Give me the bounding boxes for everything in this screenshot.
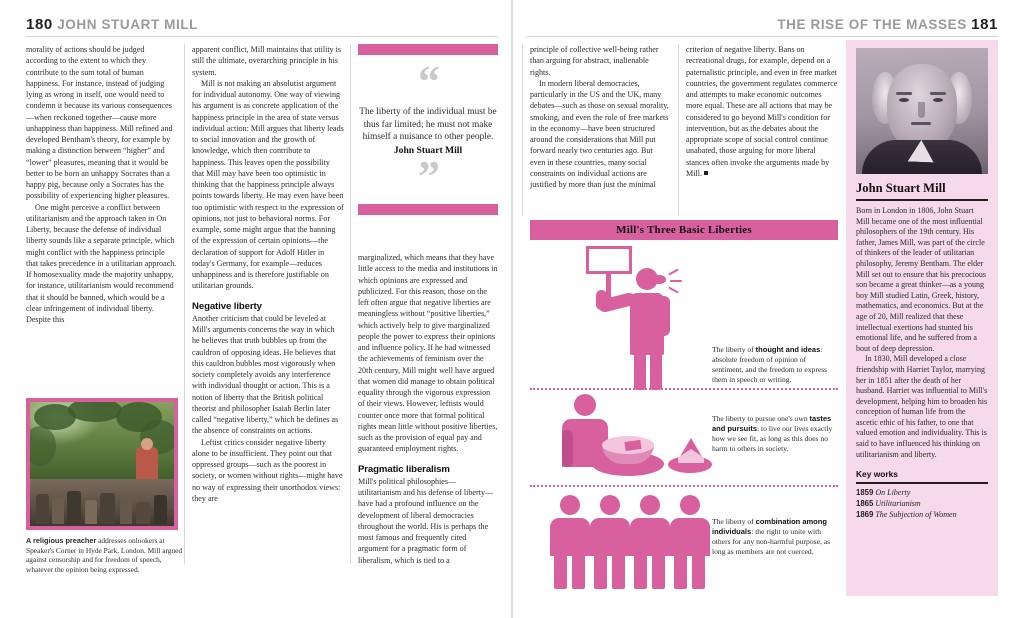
paragraph: apparent conflict, Mill maintains that utility is still the ultimate, overarching principle in his system. <box>192 45 342 77</box>
head-shape <box>680 495 700 515</box>
caption-bold: tastes and pursuits <box>712 414 832 433</box>
crowd-figure <box>85 500 97 524</box>
open-mouth-shape <box>654 275 666 284</box>
speech-spark <box>668 269 679 276</box>
portrait-john-stuart-mill <box>856 48 988 174</box>
column-divider-3 <box>522 44 523 216</box>
paragraph: morality of actions should be judged according to the extent to which they contribute to the sum total of human happiness. For instance, instead of judging lying as wrong in itself, one would need to condemn it because its various consequences—when reckoned together—cause more unhappiness than happiness. Mill refined and developed Bentham's theory, for example by making a distinction between “higher” and “lower” pleasures, meaning that it would be better to be born an unhappy Socrates than a happy pig, because only a Socrates has the possibility of experiencing higher pleasures. <box>26 45 173 201</box>
paragraph: Mill is not making an absolutist argument for individual autonomy. One way of viewing his argument is as concrete application of the happiness principle in the area of state versus individual action: Mill argues that liberty leads to social innovation and the growth of knowledge, which then contribute to happiness. This leaves open the possibility that Mill may have been too optimistic in thinking that the happiness principle always points towards liberty. He may even have been too optimistic with respect to the expression of opinions, not just to behavioral norms. For example, some might argue that the banning of the expression of certain opinions—the declaration of support for Adolf Hitler in today's Germany, for example—reduces unhappiness and is therefore justifiable on utilitarian grounds. <box>192 78 344 291</box>
biography-panel <box>846 40 998 596</box>
leg-shape <box>634 350 646 390</box>
key-works-list <box>856 488 988 520</box>
crowd-figure <box>67 491 81 524</box>
head-shape <box>600 495 620 515</box>
pull-quote <box>358 44 498 215</box>
head-shape <box>640 495 660 515</box>
caption-rest: : absolute freedom of opinion of sentiment, and the freedom to express them in speech or writing. <box>712 345 828 384</box>
mouth-shape <box>911 122 931 125</box>
caption-rest: addresses onlookers at Speaker's Corner in Hyde Park, London. Mill argued against censorship and for freedom of speech, whatever the opinion being expressed. <box>26 536 183 574</box>
group-of-people-icon <box>548 495 718 591</box>
lowered-arm <box>658 296 670 336</box>
infographic-caption-3 <box>712 517 838 557</box>
chapter-title-right: THE RISE OF THE MASSES <box>777 17 967 32</box>
key-work-year: 1869 <box>856 509 874 519</box>
leg-shape <box>652 555 665 589</box>
infographic-row-3 <box>530 487 838 595</box>
body-column-5 <box>686 44 838 179</box>
leg-shape <box>594 555 607 589</box>
header-rule-right <box>526 36 998 37</box>
key-work-title: On Liberty <box>875 488 911 498</box>
eyebrow-right <box>930 92 946 95</box>
torso-shape <box>630 518 670 556</box>
torso-shape <box>550 518 590 556</box>
body-column-4 <box>530 44 670 190</box>
column-divider-4 <box>678 44 679 216</box>
bio-title: John Stuart Mill <box>856 181 946 195</box>
end-of-article-mark <box>704 171 708 175</box>
body-column-3 <box>358 252 498 566</box>
pull-quote-text <box>358 106 498 157</box>
caption-lead: The liberty of <box>712 517 756 526</box>
eye-right <box>933 98 943 102</box>
paragraph: In 1830, Mill developed a close friendship with Harriet Taylor, marrying her in 1851 after the death of her husband. Harriet was influential to Mill's development, helping him to broaden his conception of human life from the ascetic ethic of his father, to one that valued emotion and individuality. This is said to have influenced his thinking on utilitarianism and liberty. <box>856 354 988 459</box>
protester-with-placard-icon <box>558 246 708 390</box>
book-spine <box>511 0 513 618</box>
caption-lead: The liberty of <box>712 345 756 354</box>
leg-shape <box>692 555 705 589</box>
header-rule-left <box>26 36 498 37</box>
hand-shape <box>596 290 607 310</box>
subheading-negative-liberty: Negative liberty <box>192 300 262 312</box>
leg-shape <box>650 350 662 390</box>
leg-shape <box>674 555 687 589</box>
body-column-1 <box>26 44 178 325</box>
key-work-title: The Subjection of Women <box>875 509 957 519</box>
pull-quote-bottom-bar <box>358 204 498 215</box>
crowd-figure <box>154 495 167 524</box>
key-work-title: Utilitarianism <box>875 499 921 509</box>
leg-shape <box>634 555 647 589</box>
crowd-figure <box>100 493 115 524</box>
pull-quote-attribution: John Stuart Mill <box>393 144 463 156</box>
infographic-row-1 <box>530 240 838 390</box>
crowd-figure <box>36 494 49 524</box>
infographic-row-2 <box>530 390 838 487</box>
running-head-left <box>26 16 198 33</box>
pull-quote-body: The liberty of the individual must be thus far limited; he must not make himself a nuisance to other people. <box>359 107 497 143</box>
column-divider-2 <box>350 44 351 564</box>
caption-lead: The liberty to pursue one's own <box>712 414 810 423</box>
photo-caption <box>26 536 184 574</box>
foliage <box>68 398 122 422</box>
key-works-heading: Key works <box>856 469 898 480</box>
key-work-item <box>856 499 988 510</box>
key-work-year: 1859 <box>856 488 874 498</box>
paragraph: marginalized, which means that they have little access to the media and institutions in which opinions are expressed and publicized. For this reason, those on the left often argue that negative liberties are meaningless without “positive liberties,” which actively help to give marginalized people the power to express their opinions and influence policy. If he had witnessed the achievements of feminism over the 20th century, Mill might well have argued that women did manage to obtain political equality through the vigorous expression of their views. However, leftists would counter once more that formal political rights mean little without positive liberties, such as the provision of equal pay and guaranteed employment rights. <box>358 253 498 454</box>
head-shape <box>574 394 596 416</box>
bio-title-rule <box>856 199 988 201</box>
body-column-2 <box>192 44 344 504</box>
key-work-item <box>856 510 988 521</box>
paragraph: One might perceive a conflict between utilitarianism and the approach taken in On Liberty, because the defense of individual liberty sounds like a separate principle, which might conflict with the happiness principle that takes precedence in a utilitarian approach. If homosexuality made the majority unhappy, for instance, utilitarianism would recommend that it should be banned, which would be a clear infringement of individual liberty. Despite this <box>26 202 177 324</box>
pull-quote-top-bar <box>358 44 498 55</box>
page-number-left: 180 <box>26 16 53 33</box>
eyebrow-left <box>896 92 912 95</box>
key-work-year: 1865 <box>856 499 874 509</box>
caption-bold: combination among individuals <box>712 517 827 536</box>
paragraph <box>686 44 838 179</box>
head-shape <box>560 495 580 515</box>
eye-left <box>899 98 909 102</box>
cake-slice-body <box>678 449 704 463</box>
page-number-right: 181 <box>971 16 998 33</box>
infographic-caption-1 <box>712 345 838 385</box>
person-with-cake-icon <box>550 394 715 486</box>
crowd-figure <box>52 498 64 524</box>
leg-shape <box>572 555 585 589</box>
arm-shape <box>562 430 573 467</box>
photo-speakers-corner <box>26 398 178 530</box>
paragraph: Leftist critics consider negative liberty alone to be insufficient. They point out that oppressed groups—such as the poorest in society, or women without rights—might have no way of expressing their unorthodox views: they are <box>192 437 343 503</box>
key-work-item <box>856 488 988 499</box>
subheading-pragmatic-liberalism: Pragmatic liberalism <box>358 463 450 475</box>
caption-bold: thought and ideas <box>755 345 821 354</box>
paragraph-text: criterion of negative liberty. Bans on recreational drugs, for example, depend on a paternalistic principle, and even in free market countries, the government regulates commerce and attempts to make economic outcomes more equal. These are all actions that may be considered to go beyond Mill's condition for intervention, but as the debates about the appropriate scope of social control continue unabated, those arguing for more liberal stances often invoke the arguments made by Mill. <box>686 45 838 178</box>
running-head-right <box>777 16 998 33</box>
infographic-title: Mill's Three Basic Liberties <box>530 220 838 240</box>
speech-spark <box>670 280 682 282</box>
bio-text <box>856 206 988 460</box>
infographic-three-basic-liberties <box>530 220 838 595</box>
crowd-figure <box>136 502 150 524</box>
column-divider-1 <box>184 44 185 564</box>
crowd <box>30 479 174 526</box>
paragraph: Mill's political philosophies—utilitarianism and his defense of liberty—have had a profound influence on the development of liberal democracies throughout the world. His is perhaps the most famous and frequently cited argument for a pragmatic form of liberalism, which is tied to a <box>358 476 494 565</box>
paragraph: Another criticism that could be leveled at Mill's arguments concerns the way in which he believes that truth bubbles up from the cauldron of opposing ideas. He believes that this cauldron bubbles most vigorously when society completely avoids any interference with individual thought or action. This is a notion of liberty that the British political theorist and philosopher Isaiah Berlin later called “negative liberty,” which he defines as the absence of constraints on actions. <box>192 313 339 436</box>
key-works-rule <box>856 482 988 484</box>
infographic-caption-2 <box>712 414 838 454</box>
torso-shape <box>590 518 630 556</box>
nose-shape <box>918 102 925 118</box>
chapter-title-left: JOHN STUART MILL <box>57 17 199 32</box>
caption-rest: : to live our lives exactly how we see fit, as long as this does no harm to others in society. <box>712 424 833 453</box>
paragraph: principle of collective well-being rather than arguing for abstract, inalienable rights. <box>530 45 659 77</box>
speech-spark <box>668 287 679 294</box>
leg-shape <box>612 555 625 589</box>
caption-lead: A religious preacher <box>26 536 97 545</box>
paragraph: Born in London in 1806, John Stuart Mill became one of the most influential philosophers of the 19th century. His father, James Mill, was part of the circle of thinkers of the leader of utilitarian philosophy, Jeremy Bentham. The elder Mill set out to ensure that his precocious son became a great thinker—as a young boy Mill studied Latin, Greek, history, mathematics, and economics. But at the age of 20, Mill realized that these intellectual exertions had stunted his emotional life, and he suffered from a bout of deep depression. <box>856 206 986 353</box>
torso-shape <box>670 518 710 556</box>
caption-rest: : the right to unite with others for any non-harmful purpose, as long as members are not coerced. <box>712 527 831 556</box>
leg-shape <box>554 555 567 589</box>
quote-close-mark: ” <box>418 152 438 202</box>
paragraph: In modern liberal democracies, particularly in the US and the UK, many debates—such as those on sexual morality, smoking, and even the role of free markets in the economy—have been structured around the considerations that Mill put forward nearly two centuries ago. But even in these countries, many social constraints on individual actions are justified by more than just the minimal <box>530 78 669 189</box>
quote-open-mark: “ <box>418 57 438 106</box>
placard-icon <box>586 246 632 274</box>
crowd-figure <box>120 497 132 524</box>
